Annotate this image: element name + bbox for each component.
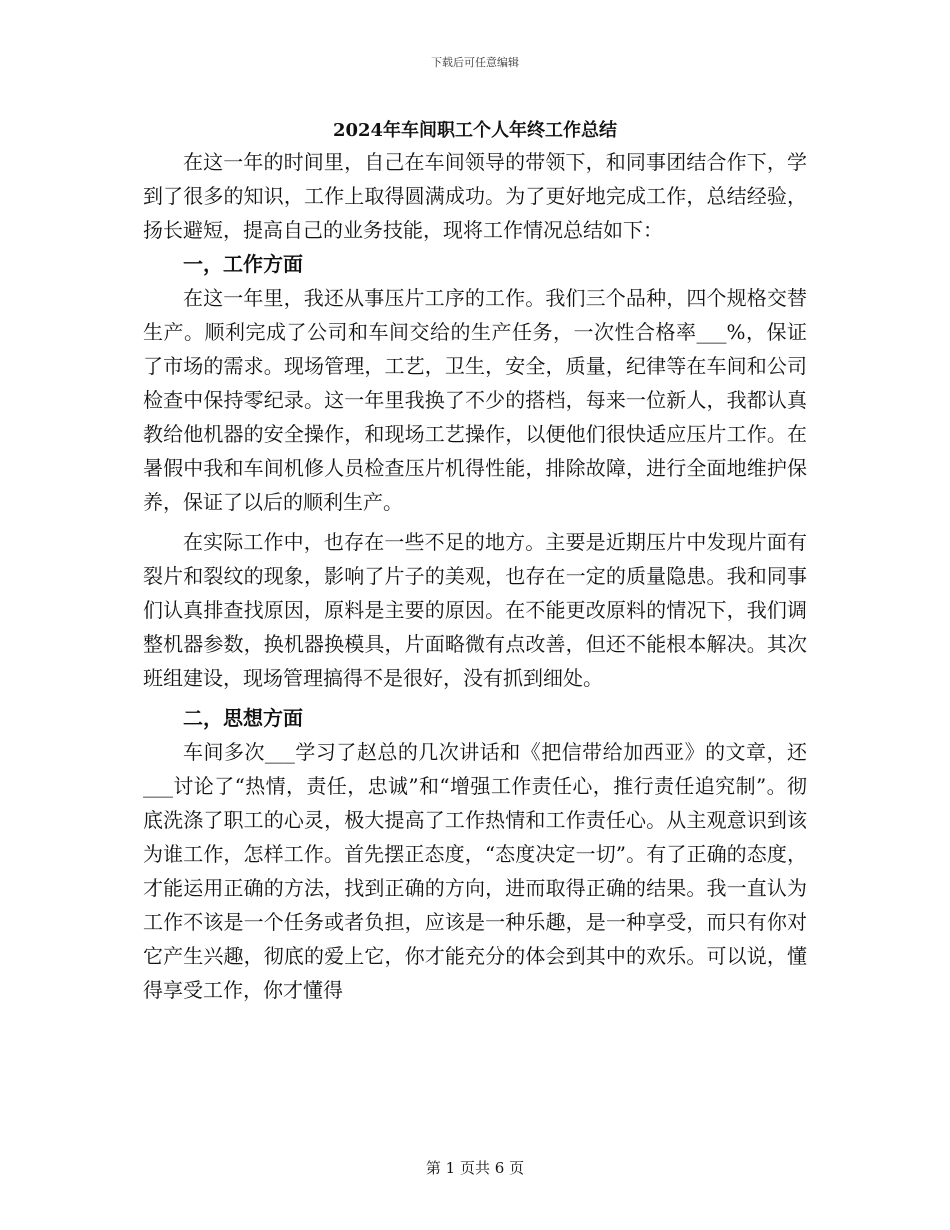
thought-paragraph-1: 车间多次___学习了赵总的几次讲话和《把信带给加西亚》的文章，还___讨论了“热情，责任，忠诚”和“增强工作责任心，推行责任追究制”。彻底洗涤了职工的心灵，极大提高了工作热情和工作责任心。从主观意识到该为谁工作，怎样工作。首先摆正态度，“态度决定一切”。有了正确的态度，才能运用正确的方法，找到正确的方向，进而取得正确的结果。我一直认为工作不该是一个任务或者负担，应该是一种乐趣，是一种享受，而只有你对它产生兴趣，彻底的爱上它，你才能充分的体会到其中的欢乐。可以说，懂得享受工作，你才懂得 [143,740,807,1002]
document-title: 2024年车间职工个人年终工作总结 [332,120,618,141]
intro-paragraph: 在这一年的时间里，自己在车间领导的带领下，和同事团结合作下，学到了很多的知识，工作上取得圆满成功。为了更好地完成工作，总结经验，扬长避短，提高自己的业务技能，现将工作情况总结如下： [143,150,807,242]
section-heading-thought: 二，思想方面 [183,706,303,730]
work-paragraph-1: 在这一年里，我还从事压片工序的工作。我们三个品种，四个规格交替生产。顺利完成了公司和车间交给的生产任务，一次性合格率___%，保证了市场的需求。现场管理，工艺，卫生，安全，质量，纪律等在车间和公司检查中保持零纪录。这一年里我换了不少的搭档，每来一位新人，我都认真教给他机器的安全操作，和现场工艺操作，以便他们很快适应压片工作。在暑假中我和车间机修人员检查压片机得性能，排除故障，进行全面地维护保养，保证了以后的顺利生产。 [143,286,807,514]
page-number: 第 1 页共 6 页 [425,1159,525,1177]
download-edit-note: 下载后可任意编辑 [431,56,519,69]
document-body [143,145,807,1007]
section-heading-work: 一，工作方面 [183,252,303,276]
work-paragraph-2: 在实际工作中，也存在一些不足的地方。主要是近期压片中发现片面有裂片和裂纹的现象，影响了片子的美观，也存在一定的质量隐患。我和同事们认真排查找原因，原料是主要的原因。在不能更改原料的情况下，我们调整机器参数，换机器换模具，片面略微有点改善，但还不能根本解决。其次班组建设，现场管理搞得不是很好，没有抓到细处。 [143,530,807,690]
